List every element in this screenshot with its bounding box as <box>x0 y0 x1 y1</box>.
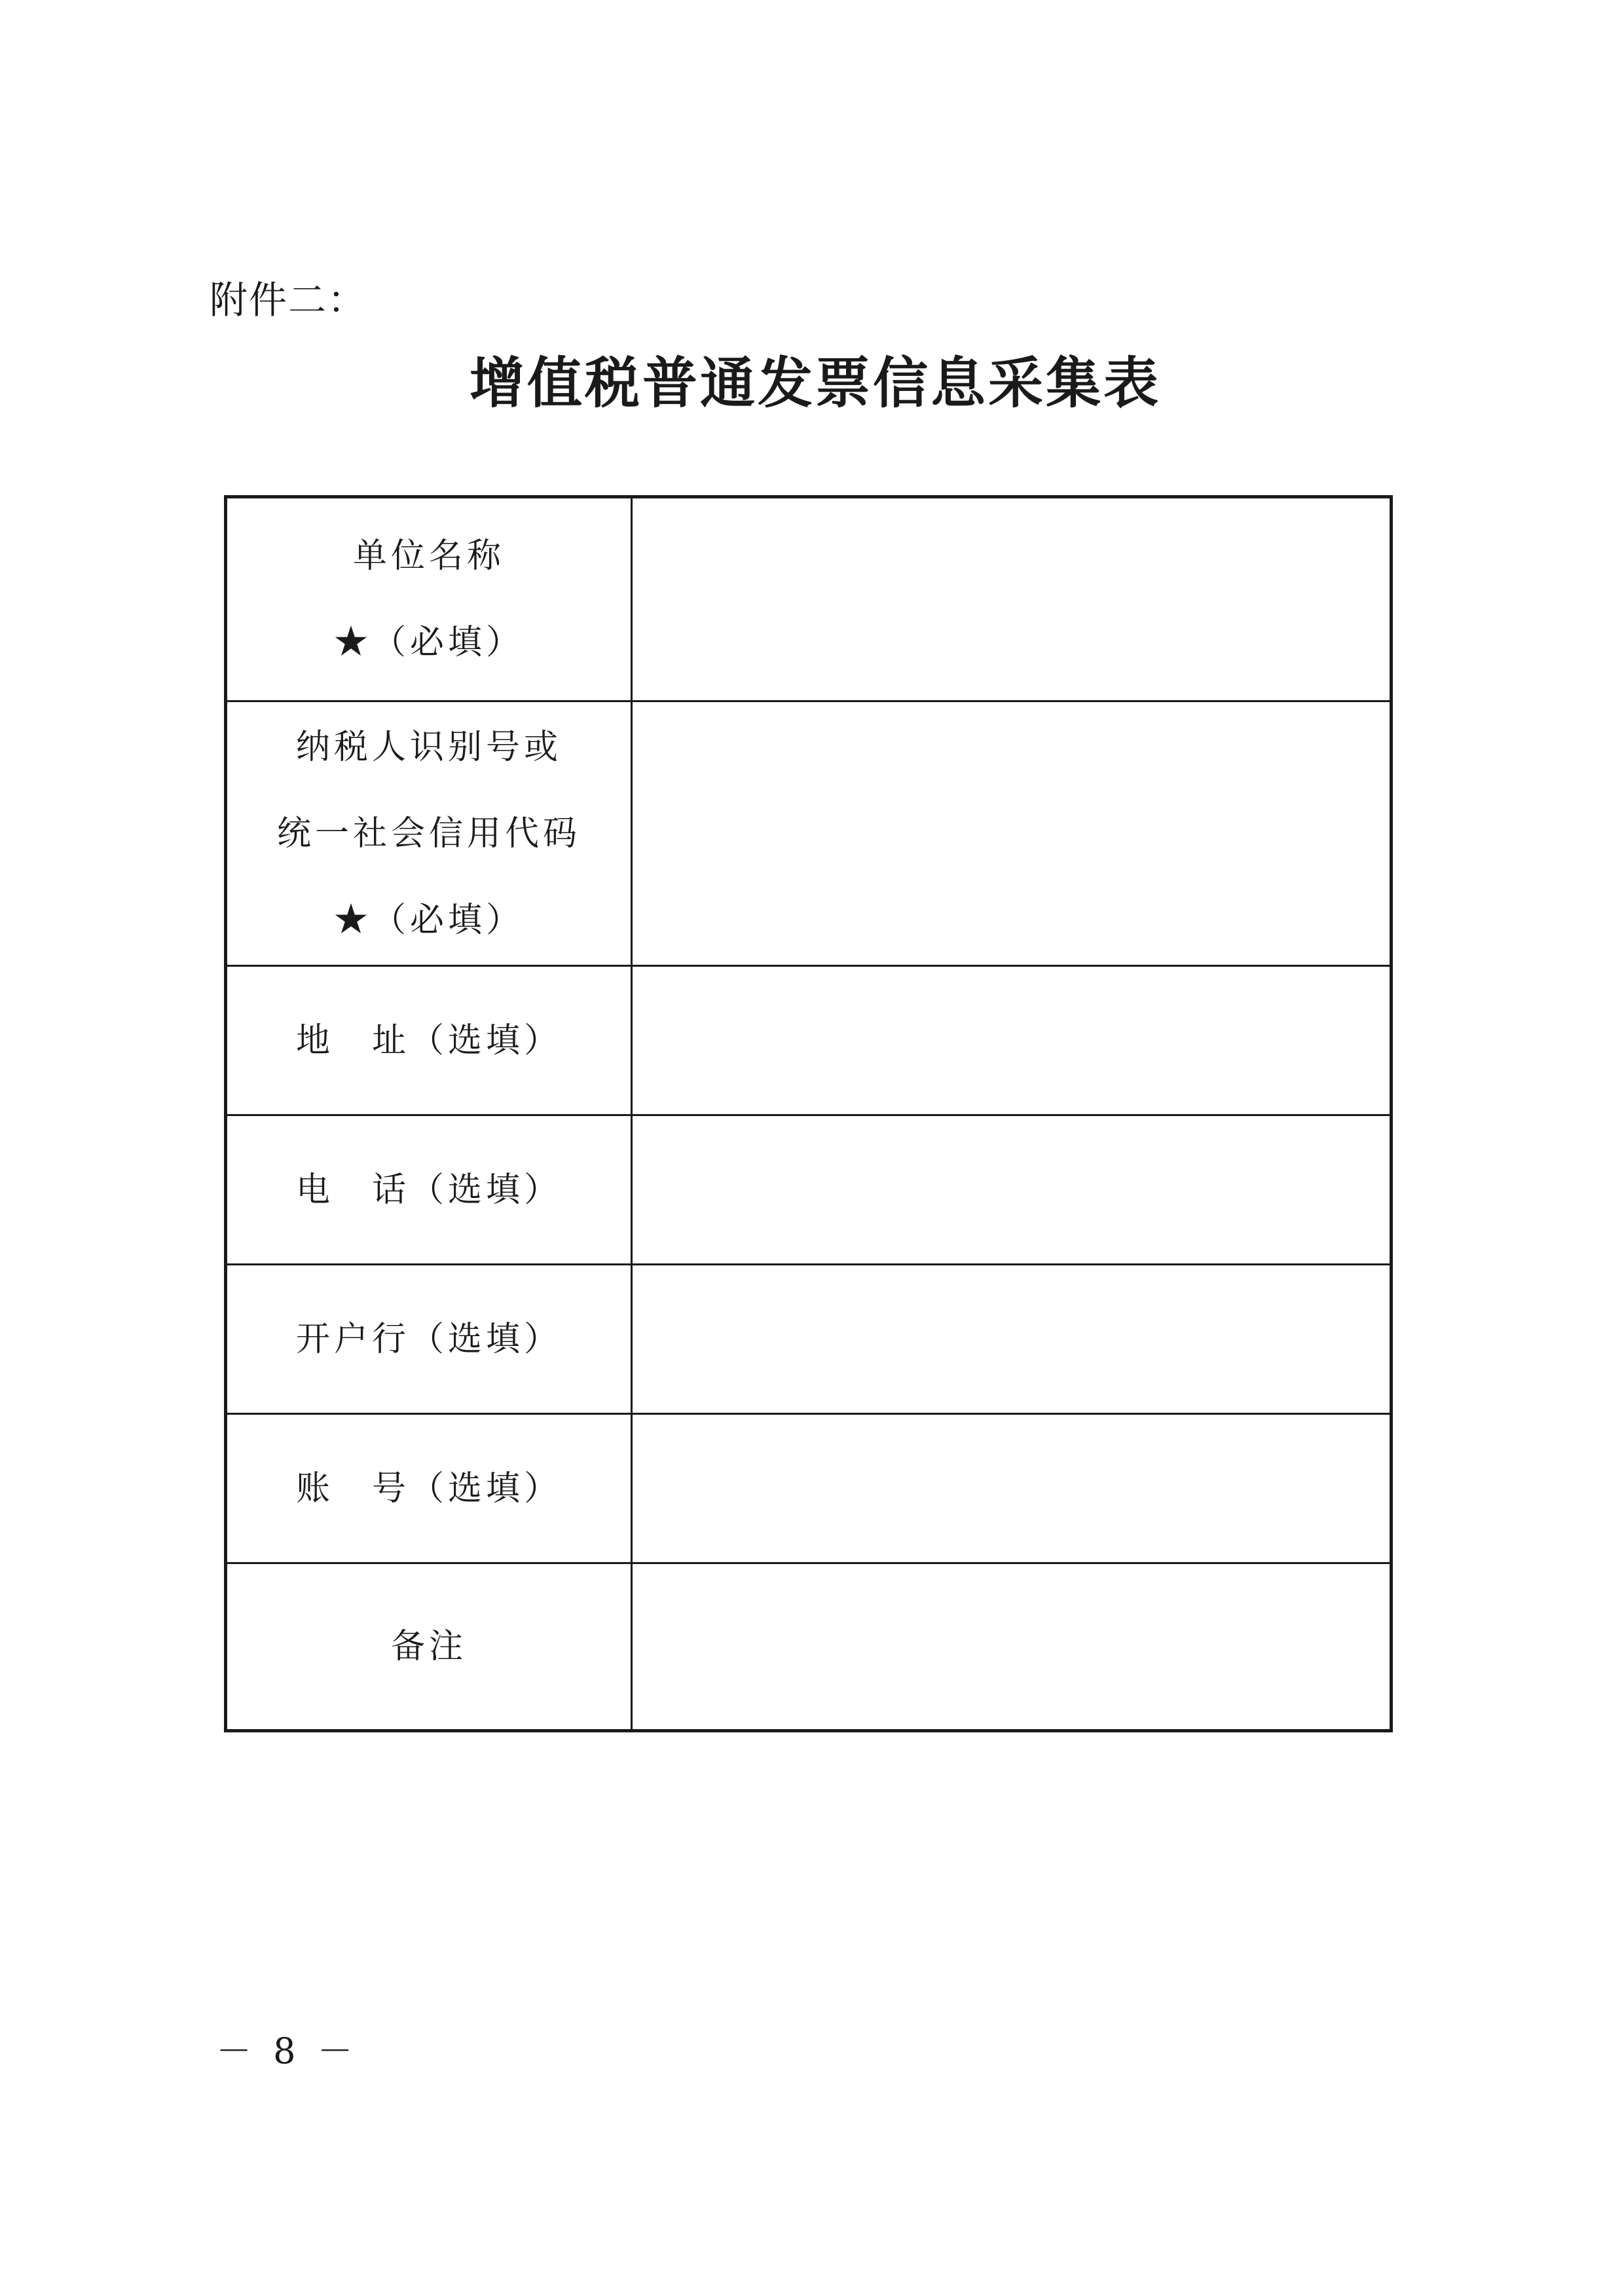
label-line: 备注 <box>390 1627 467 1666</box>
invoice-info-form <box>224 495 1393 1732</box>
form-row-account <box>226 1414 1392 1563</box>
label-line: 纳税人识别号或 <box>295 727 562 767</box>
form-row-remarks <box>226 1563 1392 1731</box>
label-line: 账 号（选填） <box>295 1468 562 1508</box>
form-field-remarks[interactable] <box>632 1563 1392 1731</box>
form-row-address <box>226 966 1392 1115</box>
label-line: 单位名称 <box>352 536 505 576</box>
attachment-label: 附件二： <box>210 278 367 322</box>
label-line: 电 话（选填） <box>295 1170 562 1210</box>
form-label-taxpayer-id <box>226 701 632 966</box>
label-line: 地 址（选填） <box>295 1020 562 1060</box>
form-field-address[interactable] <box>632 966 1392 1115</box>
form-row-phone <box>226 1115 1392 1265</box>
form-label-company-name <box>226 497 632 701</box>
form-field-taxpayer-id[interactable] <box>632 701 1392 966</box>
form-label-address <box>226 966 632 1115</box>
label-line-required: ★（必填） <box>333 623 524 662</box>
label-line: 统一社会信用代码 <box>276 813 581 853</box>
document-title: 增值税普通发票信息采集表 <box>469 351 1161 415</box>
form-label-remarks <box>226 1563 632 1731</box>
form-label-account <box>226 1414 632 1563</box>
form-row-company-name <box>226 497 1392 701</box>
form-field-bank[interactable] <box>632 1265 1392 1414</box>
form-field-account[interactable] <box>632 1414 1392 1563</box>
form-label-phone <box>226 1115 632 1265</box>
label-line-required: ★（必填） <box>333 900 524 940</box>
form-field-phone[interactable] <box>632 1115 1392 1265</box>
page-number: － 8 － <box>216 2030 358 2072</box>
form-row-taxpayer-id <box>226 701 1392 966</box>
label-line: 开户行（选填） <box>295 1319 562 1359</box>
form-row-bank <box>226 1265 1392 1414</box>
form-label-bank <box>226 1265 632 1414</box>
form-field-company-name[interactable] <box>632 497 1392 701</box>
